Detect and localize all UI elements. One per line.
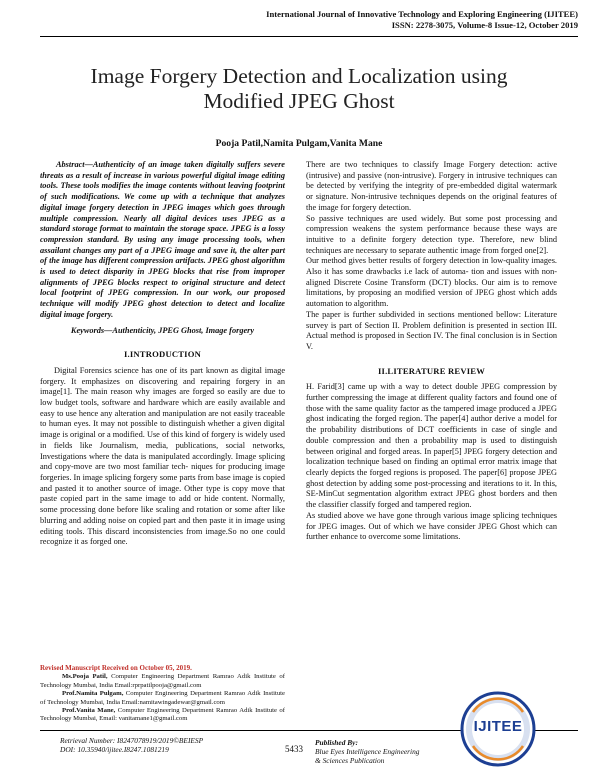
logo-text: IJITEE bbox=[473, 718, 523, 735]
paragraph: The paper is further subdivided in sections mentioned bellow: Literature survey is part of Section II. Problem definition is presented in section III. Actual method is proposed in Section IV. The final conclusion is in Section V. bbox=[306, 309, 557, 351]
left-column bbox=[40, 160, 285, 548]
paragraph: Our method gives better results of forgery detection in low-quality images. Also it has some drawbacks i.e lack of automa- tion and issues with non-aligned Discrete Cosine Transform (DCT) blocks. Our aim is to remove limitations, by proposing an modified version of JPEG ghost which adds automation to algorithm. bbox=[306, 256, 557, 309]
publisher-line-1: Blue Eyes Intelligence Engineering bbox=[315, 747, 420, 756]
author-note-name: Prof.Vanita Mane, bbox=[62, 707, 116, 715]
publisher-line-2: & Sciences Publication bbox=[315, 756, 385, 765]
paragraph: So passive techniques are used widely. But some post processing and compression weakens the system performance because these ways are intuitive to a definite forgery detection type. Therefore, new blind techniques are necessary to separate authentic image from forged one[2]. bbox=[306, 213, 557, 255]
author-list: Pooja Patil,Namita Pulgam,Vanita Mane bbox=[215, 138, 383, 149]
section-heading-literature: II.LITERATURE REVIEW bbox=[378, 365, 485, 376]
header-rule bbox=[40, 36, 578, 37]
published-by-label: Published By: bbox=[315, 738, 358, 747]
revised-note: Revised Manuscript Received on October 05, 2019. bbox=[40, 664, 192, 672]
title-line-1: Image Forgery Detection and Localization using bbox=[90, 64, 508, 88]
author-note bbox=[40, 673, 285, 690]
author-note bbox=[40, 690, 285, 707]
author-note-name: Ms.Pooja Patil, bbox=[62, 673, 108, 681]
paragraph: H. Farid[3] came up with a way to detect double JPEG compression by further compressing the image at different quality factors and found one of those with the same quality factor as the tampered image produced a JPEG ghost indicating the forged region. The paper[4] author derive a model for the probability distributions of DCT coefficients in case of single and double compression and then a probability map is used to distinguish between original and forged areas. In paper[5] JPEG forgery detection and localization technique based on finding an optimal error matrix image that clearly depicts the forged regions is proposed. The paper[6] propose JPEG ghost detection by adding some post-processing and iterations to it. In this, SE-MinCut segmentation algorithm extract JPEG ghost borders and then the classifier classify forged and tampered region. bbox=[306, 382, 557, 510]
paper-title bbox=[40, 64, 558, 114]
footer-retrieval bbox=[60, 736, 203, 754]
abstract: Abstract—Authenticity of an image taken digitally suffers severe threats as a result of increase in various powerful digital image editing tools. These tools modifies the image contents without leaving footprint of such modifications. We come up with a technique that analyzes digital image forgery detection in JPEG images which goes through multiple compression. Nearly all digital devices uses JPEG as a standard storage format to maintain the storage space. JPEG is a lossy compression standard. By using any image processing tools, when assailant changes any part of a JPEG image and save it, the alter part of the image has different compression artifacts. JPEG ghost algorithm is used to detect disparity in JPEG blocks that rise from improper alignments of JPEG blocks respect to original structure and detect local footprint of JPEG compression. In our work, our proposed technique will modify JPEG ghost detection to detect and localize digital image forgery. bbox=[40, 160, 285, 319]
author-note-name: Prof.Namita Pulgam, bbox=[62, 690, 124, 698]
author-note-text: Computer Engineering Department Ramrao Adik Institute of Technology Mumbai, Email: vanitamane1@gmail.com bbox=[40, 707, 285, 723]
section-heading-introduction: I.INTRODUCTION bbox=[123, 349, 202, 360]
issn-line: ISSN: 2278-3075, Volume-8 Issue-12, October 2019 bbox=[391, 20, 578, 30]
publisher-block bbox=[315, 738, 419, 765]
author-notes bbox=[40, 664, 285, 724]
title-line-2: Modified JPEG Ghost bbox=[203, 89, 395, 113]
right-column bbox=[306, 160, 557, 543]
journal-header bbox=[148, 9, 578, 31]
author-note-text: Computer Engineering Department Ramrao Adik Institute of Technology Mumbai, India Email:namitawingadewar@gmail.com bbox=[40, 690, 285, 706]
journal-name: International Journal of Innovative Technology and Exploring Engineering (IJITEE) bbox=[266, 9, 578, 19]
author-note-text: Computer Engineering Department Ramrao Adik Institute of Technology Mumbai, India Email:rprpatilpooja@gmail.com bbox=[40, 673, 285, 689]
page-number: 5433 bbox=[285, 744, 303, 754]
author-note bbox=[40, 707, 285, 724]
paragraph: There are two techniques to classify Image Forgery detection: active (intrusive) and passive (non-intrusive). Forgery in intrusive techniques can be detected by verifying the integrity of pre-embedded digital watermark or signature. Non-intrusive techniques depends on the original features of the image for forgery detection. bbox=[306, 160, 557, 212]
doi-text: DOI: 10.35940/ijitee.I8247.1081219 bbox=[60, 745, 169, 754]
retrieval-number: Retrieval Number: I8247078919/2019©BEIESP bbox=[60, 736, 204, 745]
intro-paragraph: Digital Forensics science has one of its part known as digital image forgery. It emphasizes on discovering and repairing forgery in an image[1]. The main reason why images are forged so easily are due to low budget tools, software and hardware which are easily available and easy to use hence any alteration and manipulation are not easily traceable to human eyes. It may not possible to distinguish whether a given digital image is original or a modified. Use of this kind of forgery is widely used in fields like Journalism, media, publications, social networks, Investigations where the data is manipulated accordingly. Image splicing and copy-move are two most familiar tech- niques for producing image forgeries. In image splicing forgery some parts from base image is copied and pasted it to another source of image. Other type is copy move that paste copied part in the same image to add or hide content. Normally, some processing done before like scaling and rotation or some after like blurring and adding noise on copied part and then paste it in image using editing tools. This discard inconsistencies from image.So no one could recognize it as forged one. bbox=[40, 365, 285, 547]
paragraph: As studied above we have gone through various image splicing techniques for JPEG images. Out of which we have consider JPEG Ghost which can further enhance to overcome some limitations. bbox=[306, 510, 557, 542]
keywords: Keywords—Authenticity, JPEG Ghost, Image forgery bbox=[70, 325, 255, 335]
